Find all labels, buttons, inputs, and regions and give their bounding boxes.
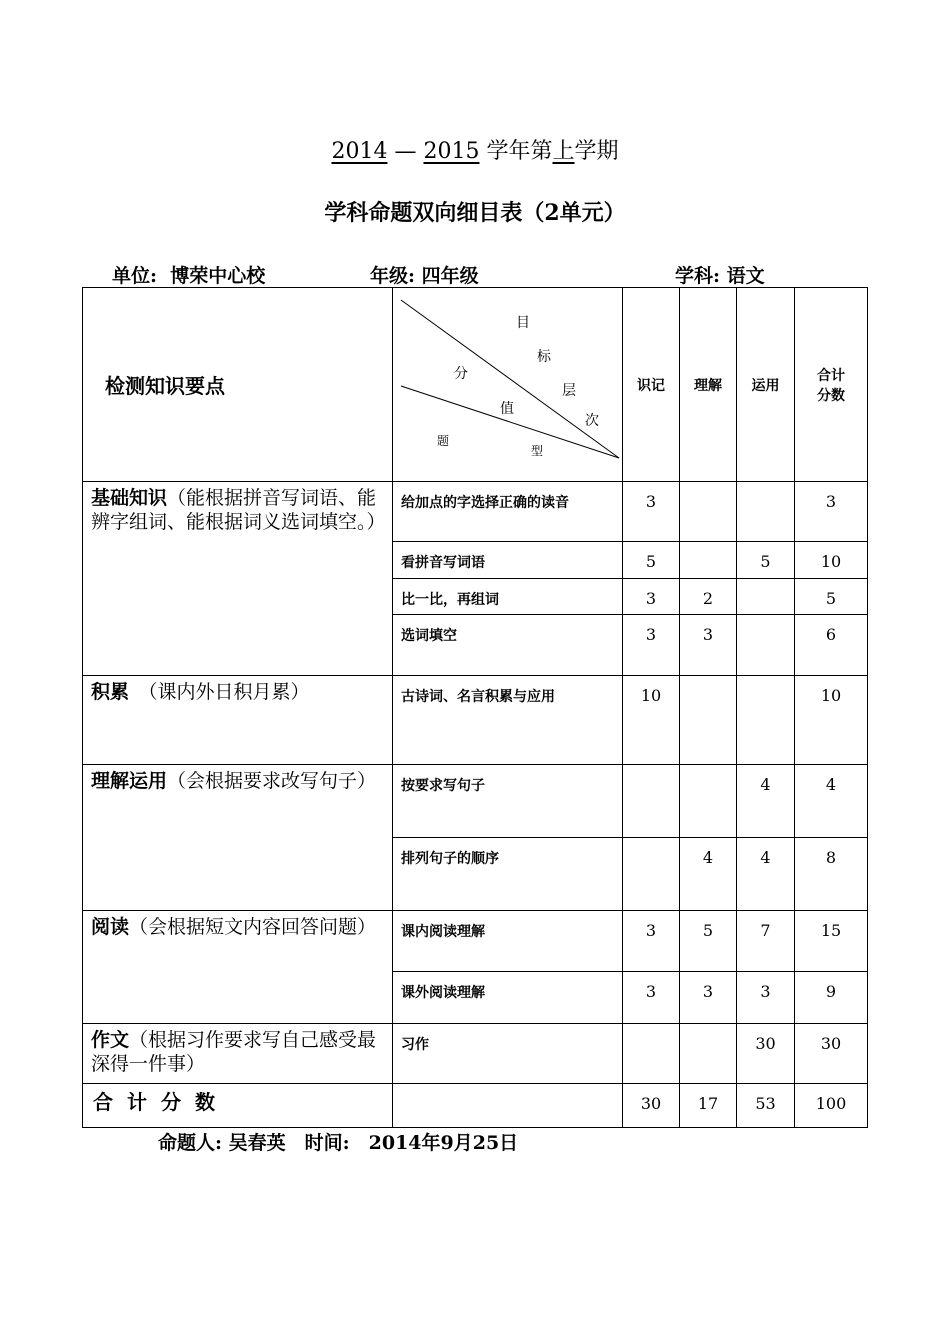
- apply-cell: [737, 579, 795, 615]
- table-row: [83, 911, 868, 972]
- apply-cell: [737, 676, 795, 765]
- apply-cell: 5: [737, 542, 795, 579]
- category-understanding-application: [83, 765, 393, 911]
- item-cell: 选词填空: [393, 615, 623, 676]
- total-header-line1: 合计: [817, 367, 845, 384]
- recall-cell: [623, 1024, 680, 1084]
- recall-cell: 3: [623, 579, 680, 615]
- total-header-line2: 分数: [817, 387, 845, 404]
- total-cell: 10: [795, 542, 868, 579]
- recall-cell: [623, 765, 680, 838]
- category-accumulation: [83, 676, 393, 765]
- item-cell: 比一比，再组词: [393, 579, 623, 615]
- year-end: 2015: [423, 139, 480, 164]
- sum-total-cell: 100: [795, 1084, 868, 1128]
- item-cell: 课内阅读理解: [393, 911, 623, 972]
- apply-cell: [737, 615, 795, 676]
- recall-cell: 3: [623, 972, 680, 1024]
- category-composition: [83, 1024, 393, 1084]
- apply-cell: 30: [737, 1024, 795, 1084]
- sum-understand-cell: 17: [680, 1084, 737, 1128]
- diag-label-xing: 型: [531, 444, 544, 458]
- term-suffix: 学期: [574, 139, 619, 164]
- diag-label-fen: 分: [454, 366, 468, 382]
- year-suffix: 学年第: [486, 139, 553, 164]
- sum-item-cell: [393, 1084, 623, 1128]
- category-head: 积累: [91, 681, 130, 703]
- understand-cell: [680, 1024, 737, 1084]
- understand-cell: [680, 542, 737, 579]
- total-score-header: [795, 288, 868, 482]
- recall-cell: 3: [623, 911, 680, 972]
- total-cell: 5: [795, 579, 868, 615]
- specification-table: [82, 287, 868, 1128]
- total-cell: 4: [795, 765, 868, 838]
- category-reading: [83, 911, 393, 1024]
- table-row: [83, 482, 868, 542]
- apply-cell: 3: [737, 972, 795, 1024]
- grade-info: 年级: 四年级: [370, 265, 479, 287]
- category-head: 作文: [91, 1029, 130, 1051]
- year-dash: —: [394, 139, 417, 164]
- document-title: 学科命题双向细目表（2单元）: [324, 200, 626, 226]
- level-apply-header: 运用: [737, 288, 795, 482]
- item-cell: 排列句子的顺序: [393, 838, 623, 911]
- diag-label-ci: 次: [585, 413, 599, 429]
- diag-label-ceng: 层: [562, 383, 576, 399]
- sum-row: [83, 1084, 868, 1128]
- knowledge-header: 检测知识要点: [83, 288, 393, 482]
- total-cell: 30: [795, 1024, 868, 1084]
- apply-cell: 7: [737, 911, 795, 972]
- understand-cell: [680, 676, 737, 765]
- apply-cell: 4: [737, 838, 795, 911]
- understand-cell: 3: [680, 972, 737, 1024]
- category-head: 理解运用: [91, 770, 168, 792]
- table-header-row: [83, 288, 868, 482]
- item-cell: 按要求写句子: [393, 765, 623, 838]
- category-desc: （根据习作要求写自己感受最深得一件事）: [91, 1029, 377, 1075]
- recall-cell: 5: [623, 542, 680, 579]
- recall-cell: 10: [623, 676, 680, 765]
- diag-label-ti: 题: [437, 434, 450, 448]
- category-desc: （能根据拼音写词语、能辨字组词、能根据词义选词填空。）: [91, 487, 386, 533]
- total-cell: 6: [795, 615, 868, 676]
- sum-recall-cell: 30: [623, 1084, 680, 1128]
- diagonal-header: [393, 288, 623, 482]
- item-cell: 看拼音写词语: [393, 542, 623, 579]
- category-desc: （课内外日积月累）: [129, 681, 310, 703]
- understand-cell: 4: [680, 838, 737, 911]
- subject-info: 学科: 语文: [675, 265, 765, 287]
- understand-cell: 2: [680, 579, 737, 615]
- understand-cell: [680, 482, 737, 542]
- recall-cell: 3: [623, 482, 680, 542]
- sum-label: 合计分数: [83, 1084, 393, 1128]
- level-understand-header: 理解: [680, 288, 737, 482]
- apply-cell: 4: [737, 765, 795, 838]
- diag-label-mu: 目: [516, 315, 530, 331]
- diagonal-lines: [393, 288, 621, 460]
- item-cell: 古诗词、名言积累与应用: [393, 676, 623, 765]
- diag-label-biao: 标: [537, 349, 551, 365]
- recall-cell: 3: [623, 615, 680, 676]
- apply-cell: [737, 482, 795, 542]
- item-cell: 习作: [393, 1024, 623, 1084]
- table-row: [83, 676, 868, 765]
- understand-cell: 3: [680, 615, 737, 676]
- total-cell: 8: [795, 838, 868, 911]
- diag-label-zhi: 值: [500, 401, 514, 417]
- author-and-date: 命题人: 吴春英 时间: 2014年9月25日: [158, 1132, 519, 1154]
- sum-apply-cell: 53: [737, 1084, 795, 1128]
- recall-cell: [623, 838, 680, 911]
- level-recall-header: 识记: [623, 288, 680, 482]
- total-cell: 10: [795, 676, 868, 765]
- school-year-line: [0, 134, 950, 165]
- unit-info: 单位: 博荣中心校: [112, 265, 266, 287]
- understand-cell: [680, 765, 737, 838]
- year-start: 2014: [331, 139, 388, 164]
- item-cell: 课外阅读理解: [393, 972, 623, 1024]
- item-cell: 给加点的字选择正确的读音: [393, 482, 623, 542]
- category-basic-knowledge: [83, 482, 393, 676]
- total-cell: 3: [795, 482, 868, 542]
- table-row: [83, 765, 868, 838]
- term: 上: [552, 139, 575, 164]
- category-head: 基础知识: [91, 487, 168, 509]
- total-cell: 9: [795, 972, 868, 1024]
- total-cell: 15: [795, 911, 868, 972]
- category-head: 阅读: [91, 916, 130, 938]
- category-desc: （会根据短文内容回答问题）: [129, 916, 377, 938]
- understand-cell: 5: [680, 911, 737, 972]
- table-row: [83, 1024, 868, 1084]
- category-desc: （会根据要求改写句子）: [167, 770, 377, 792]
